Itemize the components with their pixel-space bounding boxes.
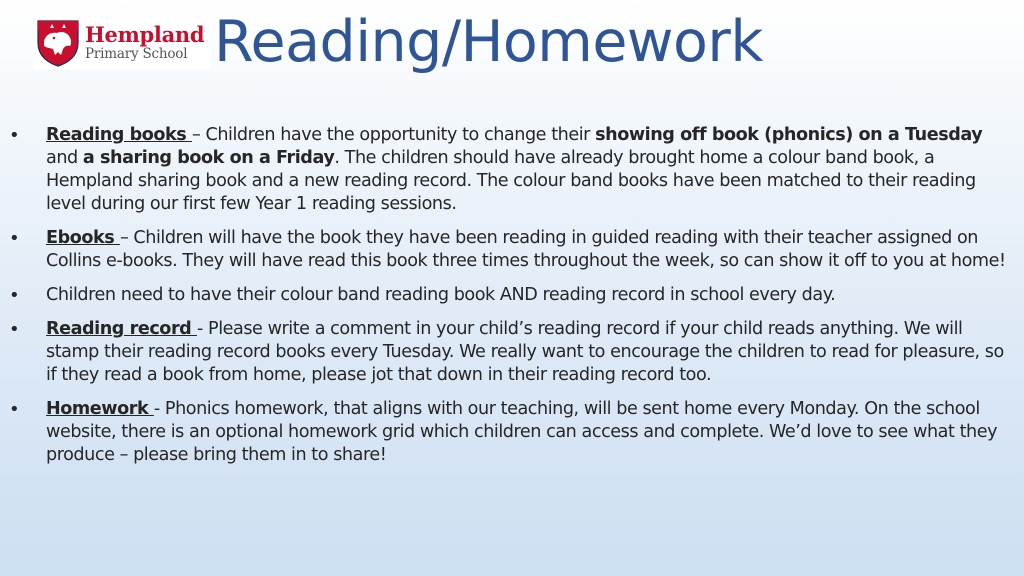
- bullet-heading: Homework: [46, 399, 154, 419]
- bullet-text: [46, 124, 1009, 216]
- bullet-bold-text: showing off book (phonics) on a Tuesday: [595, 125, 983, 145]
- bullet-glyph: •: [9, 319, 20, 340]
- bullet-heading: Reading books: [46, 125, 192, 145]
- school-logo: [33, 17, 211, 69]
- bullet-glyph: •: [9, 399, 20, 420]
- bullet-reading-books: [9, 124, 1009, 216]
- bullet-text-part: – Children will have the book they have been reading in guided reading with their teacher assigned on Collins e-books. They will have read this book three times throughout the week, so can show it off to you at home!: [46, 228, 1006, 271]
- bullet-text: [46, 227, 1009, 273]
- bullet-bold-text: a sharing book on a Friday: [82, 148, 335, 168]
- bullet-text-part: and: [46, 148, 83, 168]
- bullet-text-part: – Children have the opportunity to change their: [192, 125, 596, 145]
- bullet-text: [46, 398, 1009, 467]
- bullet-text-part: - Phonics homework, that aligns with our teaching, will be sent home every Monday. On the school website, there is an optional homework grid which children can access and complete. We’d love to see what they produce – please bring them in to share!: [46, 399, 998, 465]
- school-crest-icon: [36, 19, 80, 67]
- bullet-text: [46, 318, 1009, 387]
- bullet-ebooks: [9, 227, 1009, 273]
- bullet-heading: Reading record: [46, 319, 197, 339]
- bullet-text-part: - Please write a comment in your child’s reading record if your child reads anything. We will stamp their reading record books every Tuesday. We really want to encourage the children to read for pleasure, so if they read a book from home, please jot that down in their reading record too.: [46, 319, 1004, 385]
- bullet-glyph: •: [9, 228, 20, 249]
- bullet-glyph: •: [9, 125, 20, 146]
- logo-subtitle: Primary School: [85, 46, 188, 63]
- bullet-homework: [9, 398, 1009, 467]
- page-title: Reading/Homework: [214, 9, 763, 75]
- bullet-glyph: •: [9, 285, 20, 306]
- bullet-text: Children need to have their colour band reading book AND reading record in school every day.: [46, 285, 836, 305]
- bullet-text-part: . The children should have already brought home a colour band book, a Hempland sharing book and a new reading record. The colour band books have been matched to their reading level during our first few Year 1 reading sessions.: [46, 148, 976, 214]
- bullet-reading-record: [9, 318, 1009, 387]
- bullet-heading: Ebooks: [46, 228, 120, 248]
- bullet-list: [9, 124, 1009, 467]
- logo-name: Hempland: [85, 22, 205, 48]
- bullet-colour-band: [9, 284, 1009, 307]
